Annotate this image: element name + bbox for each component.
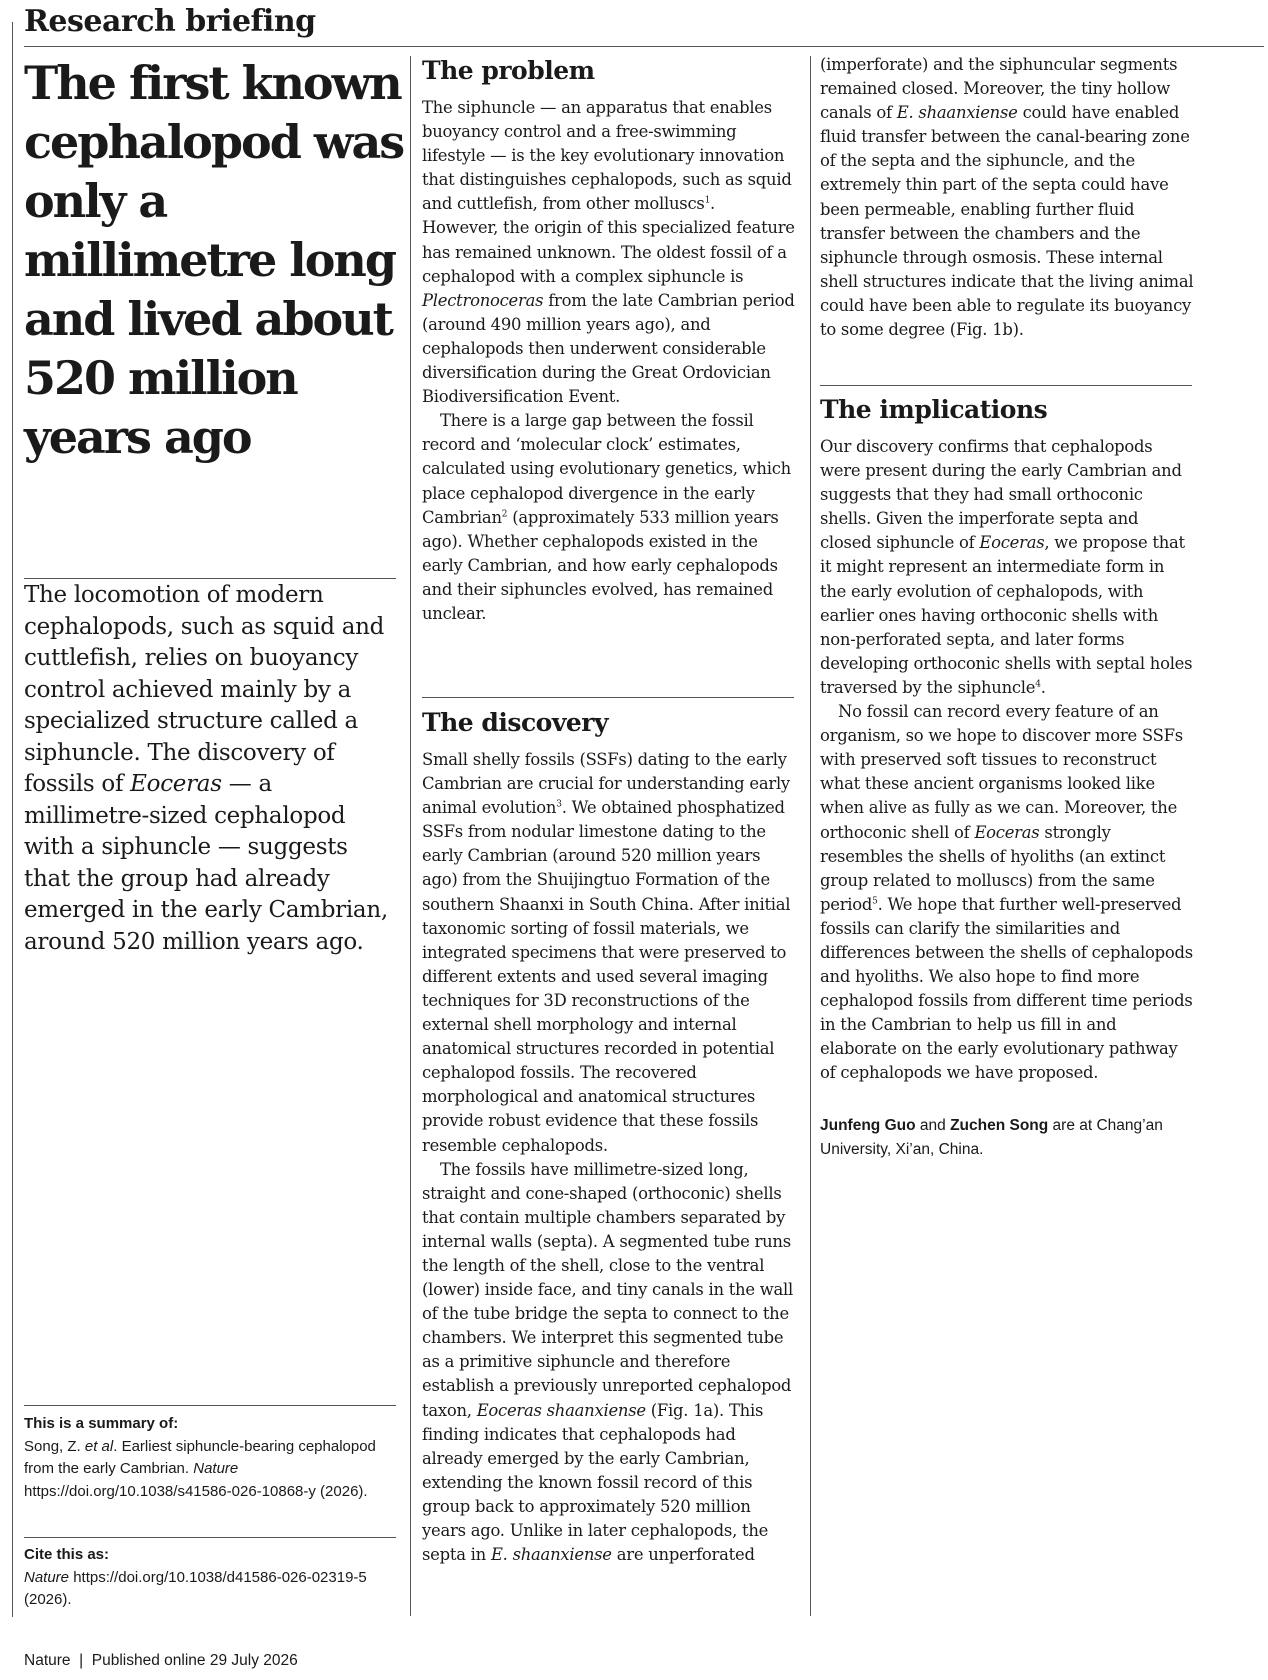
page-footer: Nature | Published online 29 July 2026: [24, 1652, 298, 1669]
author-block: Junfeng Guo and Zuchen Song are at Chang’an University, Xi’an, China.: [820, 1117, 1163, 1158]
problem-paragraph-1: The siphuncle — an apparatus that enables buoyancy control and a free-swimming lifestyle — is the key evolutionary innovation that distinguishes cephalopods, such as squid and cuttlefish, from other molluscs$^1$. However, the origin of this specialized feature has remained unknown. The oldest fossil of a cephalopod with a complex siphuncle is Plectronoceras from the late Cambrian period (around 490 million years ago), and cephalopods then underwent considerable diversification during the Great Ordovician Biodiversification Event.: [422, 98, 795, 407]
cite-label: Cite this as:: [24, 1546, 110, 1563]
column-rule-2: [810, 56, 811, 1616]
genus-name: Eoceras: [130, 771, 222, 797]
implications-section: [820, 393, 1194, 1086]
standfirst: The locomotion of modern cephalopods, such as squid and cuttlefish, relies on buoyancy control achieved mainly by a specialized structure called a siphuncle. The discovery of fossils of Eoceras — a millimetre-sized cephalopod with a siphuncle — suggests that the group had already emerged in the early Cambrian, around 520 million years ago.: [24, 582, 388, 955]
section-label: Research briefing: [24, 4, 316, 39]
problem-section: [422, 54, 796, 626]
summary-citation: Song, Z. et al. Earliest siphuncle-bearing cephalopod from the early Cambrian. Nature https://doi.org/10.1038/s41586-026-10868-y (2026).: [24, 1437, 376, 1500]
problem-heading: The problem: [422, 56, 595, 85]
summary-rule: [24, 1405, 396, 1406]
summary-doi-link[interactable]: https://doi.org/10.1038/s41586-026-10868-y (2026).: [24, 1482, 368, 1500]
column-rule-1: [410, 56, 411, 1616]
summary-box: [24, 1413, 396, 1608]
discovery-rule: [422, 697, 794, 698]
discovery-paragraph-2: The fossils have millimetre-sized long, straight and cone-shaped (orthoconic) shells that contain multiple chambers separated by internal walls (septa). A segmented tube runs the length of the shell, close to the ventral (lower) inside face, and tiny canals in the wall of the tube bridge the septa to connect to the chambers. We interpret this segmented tube as a primitive siphuncle and therefore establish a previously unreported cephalopod taxon, Eoceras shaanxiense (Fig. 1a). This finding indicates that cephalopods had already emerged by the early Cambrian, extending the known fossil record of this group back to approximately 520 million years ago. Unlike in later cephalopods, the septa in E. shaanxiense are unperforated: [422, 1159, 794, 1565]
author-name: Zuchen Song: [950, 1117, 1049, 1134]
discovery-paragraph-continued: (imperforate) and the siphuncular segments remained closed. Moreover, the tiny hollow canals of E. shaanxiense could have enabled fluid transfer between the canal-bearing zone of the septa and the siphuncle, and the extremely thin part of the septa could have been permeable, enabling further fluid transfer between the chambers and the siphuncle through osmosis. These internal shell structures indicate that the living animal could have been able to regulate its buoyancy to some degree (Fig. 1b).: [820, 55, 1194, 340]
implications-heading: The implications: [820, 395, 1048, 424]
discovery-continued: [820, 53, 1194, 342]
implications-rule: [820, 385, 1192, 386]
problem-paragraph-2: There is a large gap between the fossil record and ‘molecular clock’ estimates, calculated using evolutionary genetics, which place cephalopod divergence in the early Cambrian$^2$ (approximately 533 million years ago). Whether cephalopods existed in the early Cambrian, and how early cephalopods and their siphuncles evolved, has remained unclear.: [422, 411, 791, 623]
author-name: Junfeng Guo: [820, 1117, 916, 1134]
implications-paragraph-2: No fossil can record every feature of an organism, so we hope to discover more SSFs with preserved soft tissues to reconstruct what these ancient organisms looked like when alive as fully as we can. Moreover, the orthoconic shell of Eoceras strongly resembles the shells of hyoliths (an extinct group related to molluscs) from the same period$^5$. We hope that further well-preserved fossils can clarify the similarities and differences between the shells of cephalopods and hyoliths. We also hope to find more cephalopod fossils from different time periods in the Cambrian to help us fill in and elaborate on the early evolutionary pathway of cephalopods we have proposed.: [820, 702, 1193, 1083]
cite-text: Nature https://doi.org/10.1038/d41586-026-02319-5 (2026).: [24, 1568, 367, 1608]
cite-doi-link[interactable]: https://doi.org/10.1038/d41586-026-02319-5 (2026).: [24, 1568, 367, 1608]
cite-block: [24, 1544, 396, 1612]
headline: The first known cephalopod was only a millimetre long and lived about 520 million years ago: [24, 56, 404, 464]
summary-label: This is a summary of:: [24, 1415, 179, 1432]
discovery-heading: The discovery: [422, 708, 608, 737]
discovery-section: [422, 706, 796, 1567]
implications-paragraph-1: Our discovery confirms that cephalopods were present during the early Cambrian and suggests that they had small orthoconic shells. Given the imperforate septa and closed siphuncle of Eoceras, we propose that it might represent an intermediate form in the early evolution of cephalopods, with earlier ones having orthoconic shells with non-perforated septa, and later forms developing orthoconic shells with septal holes traversed by the siphuncle$^4$.: [820, 437, 1193, 697]
left-column-rule: [12, 22, 13, 1617]
standfirst-rule: [24, 578, 396, 579]
discovery-paragraph-1: Small shelly fossils (SSFs) dating to the early Cambrian are crucial for understanding early animal evolution$^3$. We obtained phosphatized SSFs from nodular limestone dating to the early Cambrian (around 520 million years ago) from the Shuijingtuo Formation of the southern Shaanxi in South China. After initial taxonomic sorting of fossil materials, we integrated specimens that were preserved to different extents and used several imaging techniques for 3D reconstructions of the external shell morphology and internal anatomical structures recorded in potential cephalopod fossils. The recovered morphological and anatomical structures provide robust evidence that these fossils resemble cephalopods.: [422, 750, 791, 1155]
cite-rule: [24, 1537, 396, 1538]
top-rule: [24, 46, 1264, 47]
